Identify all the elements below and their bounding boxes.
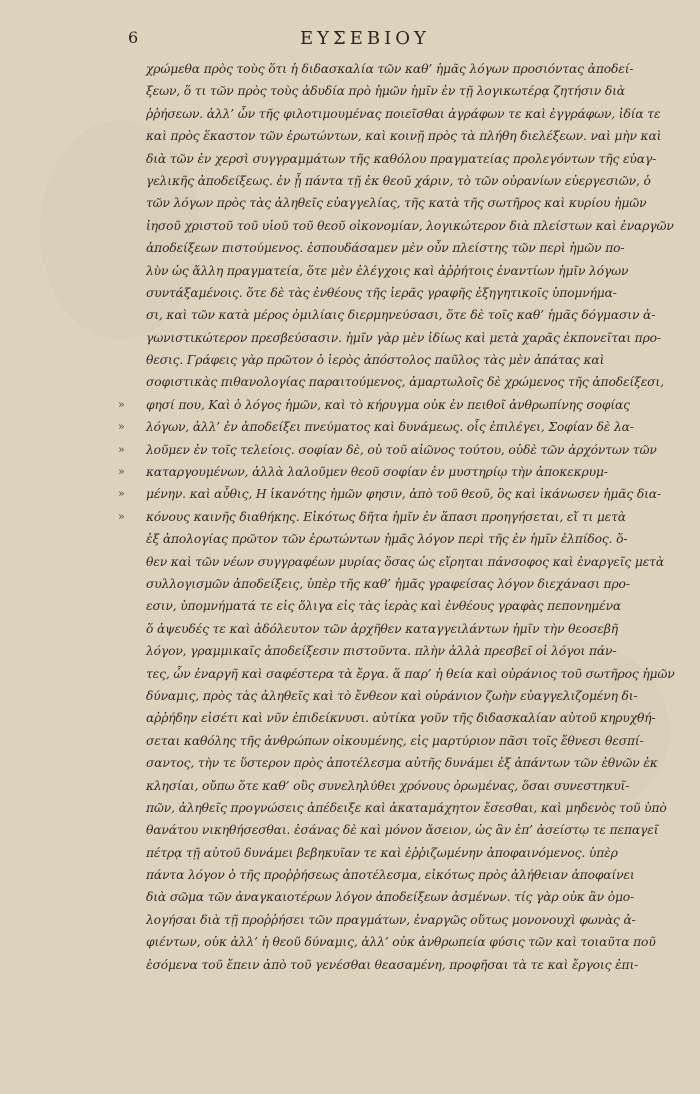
running-head: ΕΥΣΕΒΙΟΥ: [300, 28, 430, 49]
text-line: [146, 909, 636, 931]
line-text: λογήσαι διὰ τῇ προῤῥήσει τῶν πραγμάτων, ἐναργῶς οὕτως μονονουχὶ φωνὰς ἀ-: [146, 912, 636, 927]
text-line: [146, 842, 618, 864]
text-line: [146, 371, 664, 393]
text-line: [146, 864, 635, 886]
line-text: διὰ τῶν ἐν χερσὶ συγγραμμάτων τῆς καθόλου πραγματείας προλεγόντων τῆς εὐαγ-: [146, 151, 657, 166]
text-line: [146, 215, 674, 237]
line-text: σαντος, τὴν τε ὕστερον πρὸς ἀποτέλεσμα αὐτῆς δυνάμει ἐξ ἁπάντων τῶν ἐθνῶν ἐκ: [146, 756, 658, 771]
text-line: [146, 595, 622, 617]
text-line: [146, 349, 606, 371]
quotation-marker: »: [118, 465, 125, 479]
line-text: τες, ὧν ἐναργῆ καὶ σαφέστερα τὰ ἔργα. ἅ παρ’ ἡ θεία καὶ οὐράνιος τοῦ σωτῆρος ἡμῶν: [146, 666, 675, 681]
text-line: [146, 618, 618, 640]
text-line: [146, 730, 644, 752]
text-line: [118, 506, 626, 528]
quotation-marker: »: [118, 509, 125, 523]
line-text: σοφιστικὰς πιθανολογίας παραιτούμενος, ἀμαρτωλοῖς δὲ χρώμενος τῆς ἀποδείξεσι,: [146, 375, 664, 390]
line-text: ἰησοῦ χριστοῦ τοῦ υἱοῦ τοῦ θεοῦ οἰκονομίαν, λογικώτερον διὰ πλείστων καὶ ἐναργῶν: [146, 218, 674, 233]
line-text: λόγον, γραμμικαῖς ἀποδείξεσιν πιστοῦντα. πλὴν ἀλλὰ πρεσβεῖ οἱ λόγοι πάν-: [146, 644, 617, 659]
text-line: [146, 237, 625, 259]
text-line: [146, 663, 675, 685]
text-line: [146, 685, 638, 707]
line-text: αῤῥήδην εἰσέτι καὶ νῦν ἐπιδείκνυσι. αὐτίκα γοῦν τῆς διδασκαλίαν αὐτοῦ κηρυχθή-: [146, 711, 656, 726]
text-line: [146, 260, 629, 282]
line-text: μένην. καὶ αὖθις, Η ἱκανότης ἡμῶν φησιν, ἀπὸ τοῦ θεοῦ, ὃς καὶ ἱκάνωσεν ἡμᾶς δια-: [146, 487, 661, 502]
text-line: [146, 752, 658, 774]
line-text: σι, καὶ τῶν κατὰ μέρος ὁμιλίαις διερμηνεύσασι, ὅτε δὲ τοῖς καθ’ ἡμᾶς δόγμασιν ἀ-: [146, 308, 656, 323]
text-line: [146, 707, 656, 729]
line-text: θεν καὶ τῶν νέων συγγραφέων μυρίας ὅσας ὡς εἴρηται πάνσοφος καὶ ἐναργεῖς μετὰ: [146, 554, 664, 569]
line-text: φησί που, Καὶ ὁ λόγος ἡμῶν, καὶ τὸ κήρυγμα οὐκ ἐν πειθοῖ ἀνθρωπίνης σοφίας: [146, 397, 630, 412]
line-text: πάντα λόγον ὁ τῆς προῤῥήσεως ἀποτέλεσμα, εἰκότως πρὸς ἀλήθειαν ἀποφαίνει: [146, 868, 635, 883]
text-line: [146, 573, 630, 595]
line-text: σεται καθόλης τῆς ἀνθρώπων οἰκουμένης, εἰς μαρτύριον πᾶσι τοῖς ἔθνεσι θεσπί-: [146, 733, 644, 748]
line-text: ἀποδείξεων πιστούμενος. ἐσπουδάσαμεν μὲν οὖν πλείστης τῶν περὶ ἡμῶν πο-: [146, 241, 625, 256]
main-text-block: [118, 58, 675, 976]
text-line: [118, 461, 608, 483]
text-line: [118, 416, 634, 438]
text-line: [146, 551, 664, 573]
line-text: λοῦμεν ἐν τοῖς τελείοις. σοφίαν δὲ, οὐ τοῦ αἰῶνος τούτου, οὐδὲ τῶν ἀρχόντων τῶν: [146, 442, 657, 457]
quotation-marker: »: [118, 420, 125, 434]
line-text: λὺν ὡς ἄλλη πραγματεία, ὅτε μὲν ἐλέγχοις καὶ ἀῤῥήτοις ἐναντίων ἡμῖν λόγων: [146, 263, 629, 278]
text-line: [146, 103, 661, 125]
line-text: καὶ πρὸς ἕκαστον τῶν ἐρωτώντων, καὶ κοινῇ πρὸς τὰ πλήθη διελέξεων. ναὶ μὴν καὶ: [146, 129, 662, 144]
text-line: [146, 528, 628, 550]
text-line: [146, 58, 634, 80]
text-line: [146, 80, 625, 102]
line-text: ὅ ἀψευδές τε καὶ ἀδόλευτον τῶν ἀρχῆθεν καταγγειλάντων ἡμῖν τὴν θεοσεβῆ: [146, 621, 618, 636]
line-text: τῶν λόγων πρὸς τὰς ἀληθεῖς εὐαγγελίας, τῆς κατὰ τῆς σωτῆρος καὶ κυρίου ἡμῶν: [146, 196, 647, 211]
quotation-marker: »: [118, 487, 125, 501]
line-text: θανάτου νικηθήσεσθαι. ἐσάνας δὲ καὶ μόνον ἄσειον, ὡς ἂν ἐπ’ ἀσείστῳ τε πεπαγεῖ: [146, 823, 659, 838]
line-text: πῶν, ἀληθεῖς προγνώσεις ἀπέδειξε καὶ ἀκαταμάχητον ἔσεσθαι, καὶ μηδενὸς τοῦ ὑπὸ: [146, 800, 667, 815]
line-text: δύναμις, πρὸς τὰς ἀληθεῖς καὶ τὸ ἔνθεον καὶ οὐράνιον ζωὴν εὐαγγελιζομένη δι-: [146, 688, 638, 703]
line-text: ξεων, ὅ τι τῶν πρὸς τοὺς ἀδυδία πρὸ ἡμῶν ἡμῖν ἐν τῇ λογικωτέρᾳ ζητήσιν διὰ: [146, 84, 625, 99]
line-text: κλησίαι, οὔπω ὅτε καθ’ οὓς συνεληλύθει χρόνους ὁρωμένας, ὅσαι συνεστηκυῖ-: [146, 778, 630, 793]
line-text: ῤῥήσεων. ἀλλ’ ὧν τῆς φιλοτιμουμένας ποιεῖσθαι ἀγράφων τε καὶ ἐγγράφων, ἰδία τε: [146, 106, 661, 121]
text-line: [146, 931, 656, 953]
line-text: γελικῆς ἀποδείξεως. ἐν ᾗ πάντα τῇ ἐκ θεοῦ χάριν, τὸ τῶν οὐρανίων εὐεργεσιῶν, ὁ: [146, 173, 651, 188]
text-line: [146, 954, 639, 976]
line-text: καταργουμένων, ἀλλὰ λαλοῦμεν θεοῦ σοφίαν ἐν μυστηρίῳ τὴν ἀποκεκρυμ-: [146, 465, 608, 480]
line-text: διὰ σῶμα τῶν ἀναγκαιοτέρων λόγον ἀποδείξεων ἀσμένων. τίς γὰρ οὐκ ἂν ὁμο-: [146, 890, 635, 905]
text-line: [146, 282, 617, 304]
line-text: φιέντων, οὐκ ἀλλ’ ἡ θεοῦ δύναμις, ἀλλ’ οὐκ ἀνθρωπεία φύσις τῶν καὶ τοιαῦτα ποῦ: [146, 935, 656, 950]
line-text: συντάξαμένοις. ὅτε δὲ τὰς ἐνθέους τῆς ἱερᾶς γραφῆς ἐξηγητικοῖς ὑπομνήμα-: [146, 285, 617, 300]
text-line: [146, 170, 651, 192]
quotation-marker: »: [118, 397, 125, 411]
text-line: [146, 640, 617, 662]
page-number: 6: [128, 28, 139, 47]
text-line: [118, 439, 657, 461]
text-line: [146, 775, 630, 797]
line-text: χρώμεθα πρὸς τοὺς ὅτι ἡ διδασκαλία τῶν καθ’ ἡμᾶς λόγων προσιόντας ἀποδεί-: [146, 62, 634, 76]
text-line: [118, 483, 661, 505]
line-text: γωνιστικώτερον πρεσβεύσασιν. ἡμῖν γὰρ μὲν ἰδίως καὶ μετὰ χαρᾶς ἐκπονεῖται προ-: [146, 330, 661, 345]
line-text: πέτρᾳ τῇ αὐτοῦ δυνάμει βεβηκυῖαν τε καὶ ἐῤῥιζωμένην ἀποφαινόμενος. ὑπὲρ: [146, 845, 618, 860]
line-text: ἐξ ἀπολογίας πρῶτον τῶν ἐρωτώντων ἡμᾶς λόγον περὶ τῆς ἐν ἡμῖν ἐλπίδος. ὅ-: [146, 532, 628, 547]
line-text: κόνους καινῆς διαθήκης. Εἰκότως δῆτα ἡμῖν ἐν ἅπασι προηγήσεται, εἴ τι μετὰ: [146, 509, 626, 524]
text-line: [146, 819, 659, 841]
line-text: θεσις. Γράφεις γὰρ πρῶτον ὁ ἱερὸς ἀπόστολος παῦλος τὰς μὲν ἀπάτας καὶ: [146, 353, 605, 368]
text-line: [146, 886, 635, 908]
quotation-marker: »: [118, 442, 125, 456]
line-text: εσιν, ὑπομνήματά τε εἰς ὄλιγα εἰς τὰς ἱερὰς καὶ ἐνθέους γραφὰς πεπονημένα: [146, 599, 622, 614]
text-line: [146, 192, 647, 214]
line-text: λόγων, ἀλλ’ ἐν ἀποδείξει πνεύματος καὶ δυνάμεως. οἷς ἐπιλέγει, Σοφίαν δὲ λα-: [146, 420, 634, 435]
text-line: [118, 394, 630, 416]
text-line: [146, 304, 656, 326]
text-line: [146, 125, 662, 147]
line-text: συλλογισμῶν ἀποδείξεις, ὑπὲρ τῆς καθ’ ἡμᾶς γραφείσας λόγον διεχάνασι προ-: [146, 576, 630, 591]
line-text: ἐσόμενα τοῦ ἔπειν ἀπὸ τοῦ γενέσθαι θεασαμένη, προφῆσαι τὰ τε καὶ ἔργοις ἐπι-: [146, 957, 639, 972]
text-line: [146, 327, 661, 349]
text-line: [146, 797, 667, 819]
text-line: [146, 148, 657, 170]
